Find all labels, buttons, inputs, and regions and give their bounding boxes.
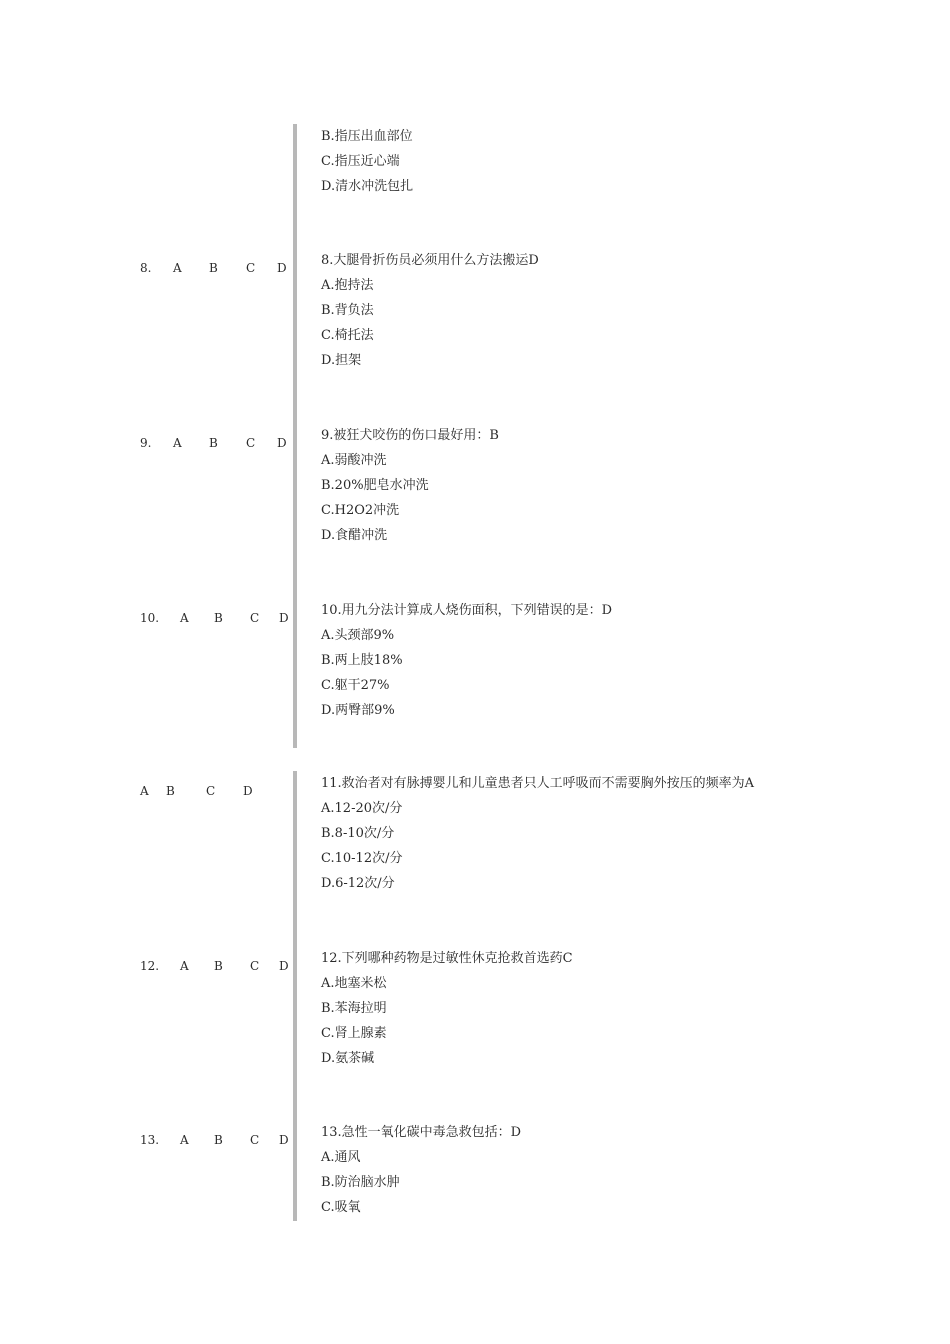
option-b: B [209, 436, 218, 450]
option-c: C [246, 261, 256, 275]
option-line: C.躯干27% [321, 678, 390, 693]
option-line: D.清水冲洗包扎 [321, 179, 414, 194]
item-number: 10. [140, 611, 160, 625]
option-c: C [250, 611, 260, 625]
option-a: A [180, 959, 189, 973]
option-line: A.弱酸冲洗 [321, 453, 387, 468]
option-line: C.肾上腺素 [321, 1026, 387, 1041]
option-a: A [173, 261, 182, 275]
question-text: 9.被狂犬咬伤的伤口最好用：B [321, 428, 499, 443]
option-d: D [279, 959, 289, 973]
question-text: 10.用九分法计算成人烧伤面积，下列错误的是：D [321, 603, 613, 618]
answer-choice-row [0, 959, 295, 977]
option-line: B.防治脑水肿 [321, 1175, 400, 1190]
option-line: B.苯海拉明 [321, 1001, 387, 1016]
item-number: 13. [140, 1133, 160, 1147]
question-text: 8.大腿骨折伤员必须用什么方法搬运D [321, 253, 539, 268]
option-d: D [279, 611, 289, 625]
answer-choice-row [0, 784, 295, 802]
item-number: 9. [140, 436, 152, 450]
question-text: 11.救治者对有脉搏婴儿和儿童患者只人工呼吸而不需要胸外按压的频率为A [321, 776, 755, 791]
option-line: A.地塞米松 [321, 976, 387, 991]
item-number: 8. [140, 261, 152, 275]
option-c: C [206, 784, 216, 798]
option-d: D [277, 261, 287, 275]
option-b: B [214, 1133, 223, 1147]
option-line: D.两臀部9% [321, 703, 395, 718]
option-c: C [250, 959, 260, 973]
option-line: C.吸氧 [321, 1200, 361, 1215]
option-line: B.20%肥皂水冲洗 [321, 478, 429, 493]
option-line: B.两上肢18% [321, 653, 403, 668]
option-line: 13.急性一氧化碳中毒急救包括：D [321, 1125, 522, 1140]
option-b: B [209, 261, 218, 275]
option-c: C [250, 1133, 260, 1147]
question-text: 12.下列哪种药物是过敏性休克抢救首选药C [321, 951, 573, 966]
option-a: A [173, 436, 182, 450]
option-b: B [166, 784, 175, 798]
answer-choice-row [0, 1133, 295, 1151]
option-line: A.12-20次/分 [321, 801, 403, 816]
answer-choice-row [0, 261, 295, 279]
margin-rule-bottom [293, 771, 297, 1221]
option-line: D.6-12次/分 [321, 876, 395, 891]
option-line: D.担架 [321, 353, 362, 368]
item-number: 12. [140, 959, 160, 973]
option-d: D [277, 436, 287, 450]
option-line: D.食醋冲洗 [321, 528, 388, 543]
option-c: C [246, 436, 256, 450]
option-line: C.指压近心端 [321, 154, 400, 169]
option-line: A.抱持法 [321, 278, 374, 293]
option-d: D [279, 1133, 289, 1147]
option-a: A [140, 784, 149, 798]
option-a: A [180, 1133, 189, 1147]
option-line: D.氨茶碱 [321, 1051, 375, 1066]
option-b: B [214, 611, 223, 625]
option-line: C.H2O2冲洗 [321, 503, 400, 518]
option-line: C.10-12次/分 [321, 851, 403, 866]
option-line: B.8-10次/分 [321, 826, 395, 841]
option-line: A.头颈部9% [321, 628, 395, 643]
option-b: B [214, 959, 223, 973]
answer-choice-row [0, 611, 295, 629]
option-line: C.椅托法 [321, 328, 374, 343]
answer-choice-row [0, 436, 295, 454]
option-line: B.指压出血部位 [321, 129, 413, 144]
option-line: A.通风 [321, 1150, 361, 1165]
option-line: B.背负法 [321, 303, 374, 318]
option-d: D [243, 784, 253, 798]
option-a: A [180, 611, 189, 625]
